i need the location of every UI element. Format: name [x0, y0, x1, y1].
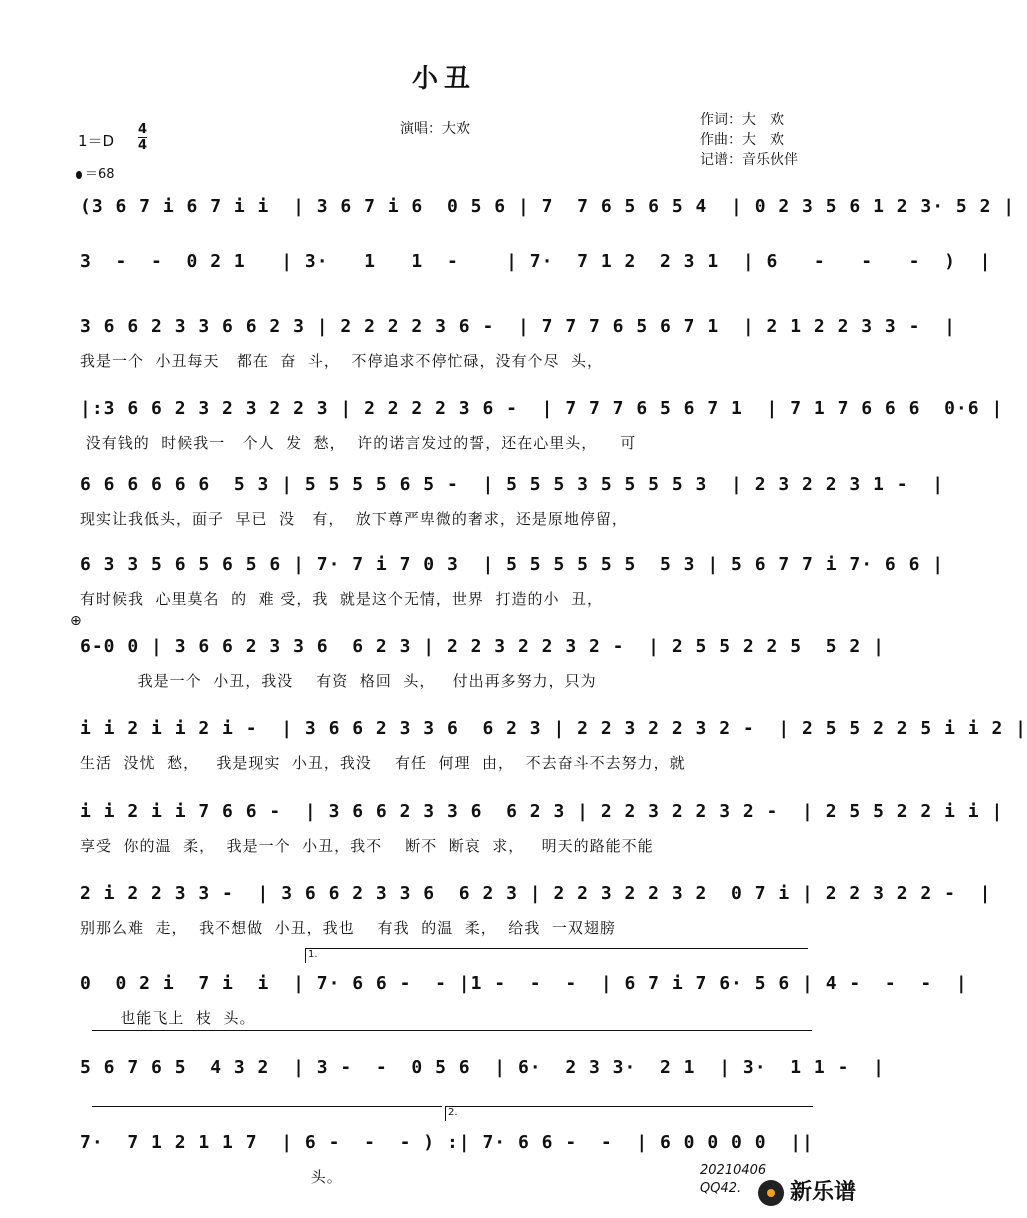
score-line: [80, 190, 1016, 228]
notes-text: |:3 6 6 2 3 2 3 2 2 3 | 2 2 2 2 3 6 - | 7 7 7 6 5 6 7 1 | 7 1 7 6 6 6 0·6 |: [80, 398, 1004, 419]
site-logo-text: 新乐谱: [790, 1180, 857, 1205]
credits-block: [700, 110, 798, 170]
score-line: [80, 967, 968, 1005]
tempo-value: ＝68: [85, 167, 115, 182]
time-signature: [138, 122, 147, 153]
footer-qq: QQ42.: [700, 1181, 742, 1196]
lyrics-line: 头。: [80, 1168, 343, 1186]
score-line: [80, 468, 945, 506]
coda-icon: ⊕: [70, 613, 82, 629]
notes-text: i i 2 i i 7 6 6 - | 3 6 6 2 3 3 6 6 2 3 | 2 2 3 2 2 3 2 - | 2 5 5 2 2 i i |: [80, 801, 1004, 822]
section-rule: [92, 1106, 442, 1107]
transcriber-credit: 记谱：音乐伙伴: [700, 152, 798, 168]
time-signature-top: 4: [138, 122, 148, 137]
lyrics-line: 我是一个 小丑每天 都在 奋 斗， 不停追求不停忙碌，没有个尽 头，: [80, 352, 603, 370]
lyrics-line: 别那么难 走， 我不想做 小丑，我也 有我 的温 柔， 给我 一双翅膀: [80, 919, 616, 937]
lyrics-line: 没有钱的 时候我一 个人 发 愁， 许的诺言发过的誓，还在心里头， 可: [80, 434, 637, 452]
notes-text: 5 6 7 6 5 4 3 2 | 3 - - 0 5 6 | 6· 2 3 3· 2 1 | 3· 1 1 - |: [80, 1057, 885, 1078]
footer-date-block: [700, 1162, 766, 1198]
score-line: [80, 548, 945, 586]
section-rule: [92, 1030, 812, 1031]
lyrics-line: 我是一个 小丑，我没 有资 格回 头， 付出再多努力，只为: [80, 672, 597, 690]
notes-text: 6 6 6 6 6 6 5 3 | 5 5 5 5 6 5 - | 5 5 5 3 5 5 5 5 3 | 2 3 2 2 3 1 - |: [80, 474, 945, 495]
singer-credit: 演唱：大欢: [400, 121, 470, 137]
notes-text: 6 3 3 5 6 5 6 5 6 | 7· 7 i 7 0 3 | 5 5 5 5 5 5 5 3 | 5 6 7 7 i 7· 6 6 |: [80, 554, 945, 575]
score-line: [80, 392, 1004, 430]
notes-text: 3 - - 0 2 1 | 3· 1 1 - | 7· 7 1 2 2 3 1 | 6 - - - ) |: [80, 251, 992, 272]
record-disc-icon: [758, 1180, 784, 1206]
notes-text: 3 6 6 2 3 3 6 6 2 3 | 2 2 2 2 3 6 - | 7 7 7 6 5 6 7 1 | 2 1 2 2 3 3 - |: [80, 316, 956, 337]
time-signature-bottom: 4: [138, 138, 148, 153]
lyricist-credit: 作词：大 欢: [700, 112, 784, 128]
composer-credit: 作曲：大 欢: [700, 132, 784, 148]
score-line: [80, 310, 956, 348]
notes-text: 6-0 0 | 3 6 6 2 3 3 6 6 2 3 | 2 2 3 2 2 3 2 - | 2 5 5 2 2 5 5 2 |: [80, 636, 885, 657]
site-logo[interactable]: [758, 1178, 878, 1210]
score-line: [80, 877, 992, 915]
lyrics-line: 生活 没忧 愁， 我是现实 小丑，我没 有任 何理 由， 不去奋斗不去努力，就: [80, 754, 686, 772]
notes-text: 2 i 2 2 3 3 - | 3 6 6 2 3 3 6 6 2 3 | 2 2 3 2 2 3 2 0 7 i | 2 2 3 2 2 - |: [80, 883, 992, 904]
notes-text: 0 0 2 i 7 i i | 7· 6 6 - - |1 - - - | 6 7 i 7 6· 5 6 | 4 - - - |: [80, 973, 968, 994]
score-line: [80, 630, 885, 668]
score-title: 小丑: [411, 64, 476, 94]
notes-text: 7· 7 1 2 1 1 7 | 6 - - - ) :| 7· 6 6 - - | 6 0 0 0 0 ||: [80, 1132, 814, 1153]
notes-text: i i 2 i i 2 i - | 3 6 6 2 3 3 6 6 2 3 | 2 2 3 2 2 3 2 - | 2 5 5 2 2 5 i i 2 |: [80, 718, 1027, 739]
lyrics-line: 享受 你的温 柔， 我是一个 小丑，我不 断不 断哀 求， 明天的路能不能: [80, 837, 654, 855]
lyrics-line: 现实让我低头，面子 早已 没 有， 放下尊严卑微的奢求，还是原地停留，: [80, 510, 628, 528]
score-line: [80, 1126, 820, 1164]
quarter-note-icon: [76, 171, 82, 179]
lyrics-line: 也能飞上 枝 头。: [80, 1009, 256, 1027]
notes-text: (3 6 7 i 6 7 i i | 3 6 7 i 6 0 5 6 | 7 7 6 5 6 5 4 | 0 2 3 5 6 1 2 3· 5 2 |: [80, 196, 1016, 217]
key-signature: 1＝D: [78, 132, 115, 150]
volta-bracket: 1.: [305, 948, 808, 963]
score-line: [80, 795, 1004, 833]
lyrics-line: 有时候我 心里莫名 的 难 受，我 就是这个无情，世界 打造的小 丑，: [80, 590, 603, 608]
tempo-marking: [76, 163, 115, 182]
footer-date: 20210406: [700, 1163, 767, 1178]
score-line: [80, 245, 992, 283]
volta-bracket: 2.: [445, 1106, 813, 1121]
score-line: [80, 1051, 885, 1089]
score-line: [80, 712, 1027, 750]
